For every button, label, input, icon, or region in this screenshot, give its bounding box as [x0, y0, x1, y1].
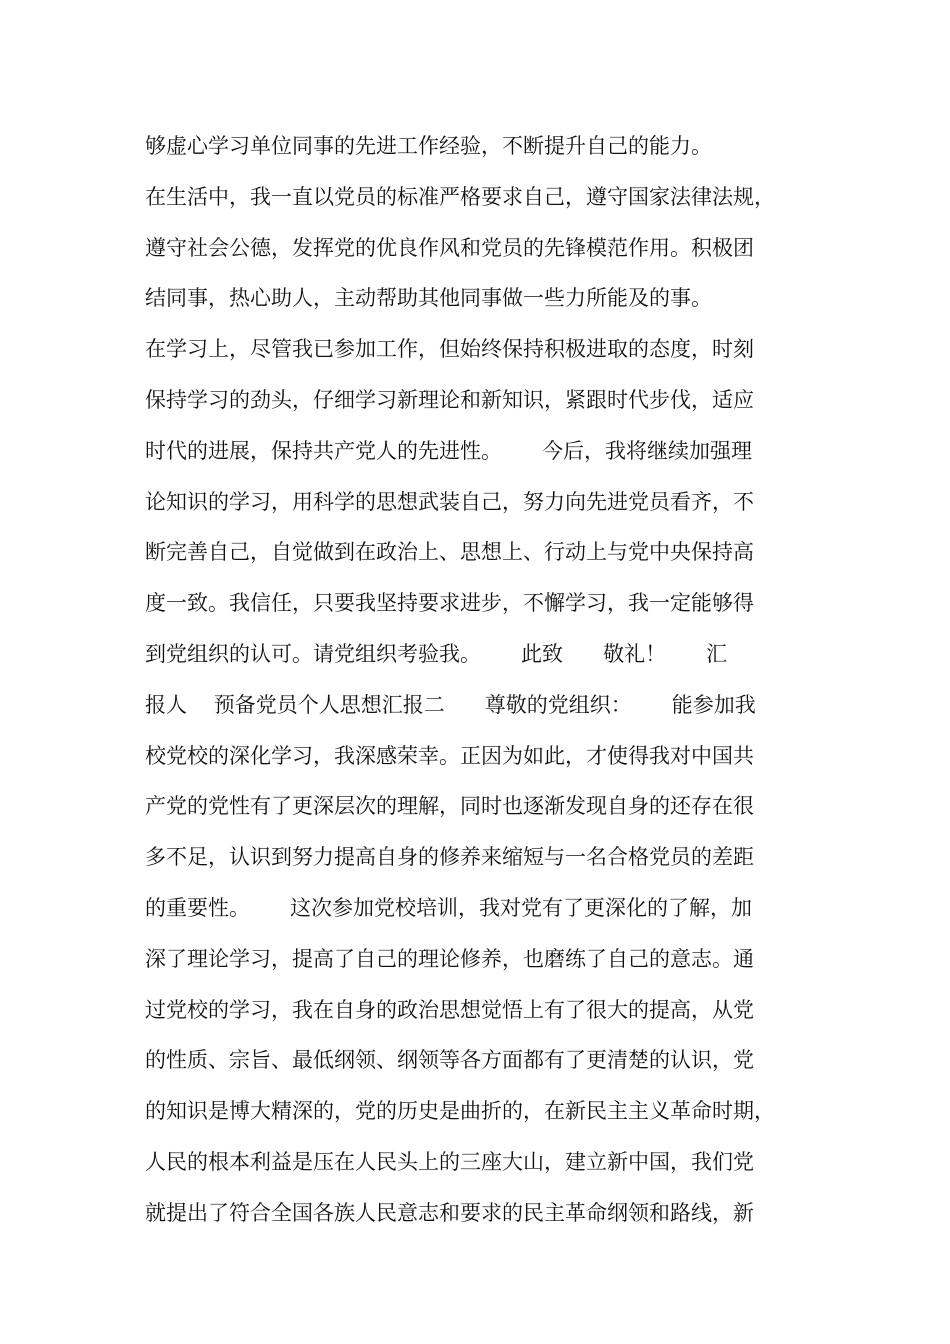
text-line: 多不足，认识到努力提高自身的修养来缩短与一名合格党员的差距: [145, 845, 754, 870]
text-line: 度一致。我信任，只要我坚持要求进步，不懈学习，我一定能够得: [145, 591, 754, 616]
text-line: 论知识的学习，用科学的思想武装自己，努力向先进党员看齐，不: [145, 489, 754, 514]
text-line: 够虚心学习单位同事的先进工作经验，不断提升自己的能力。: [145, 134, 712, 158]
text-line: 时代的进展，保持共产党人的先进性。 今后，我将继续加强理: [145, 438, 753, 463]
text-line: 断完善自己，自觉做到在政治上、思想上、行动上与党中央保持高: [145, 540, 754, 565]
text-line: 产党的党性有了更深层次的理解，同时也逐渐发现自身的还存在很: [145, 794, 754, 819]
text-line: 的重要性。 这次参加党校培训，我对党有了更深化的了解，加: [145, 895, 753, 920]
text-line: 遵守社会公德，发挥党的优良作风和党员的先锋模范作用。积极团: [145, 235, 754, 260]
text-line: 保持学习的劲头，仔细学习新理论和新知识，紧跟时代步伐，适应: [145, 387, 754, 412]
text-line: 人民的根本利益是压在人民头上的三座大山，建立新中国，我们党: [145, 1149, 754, 1174]
body-text: [145, 126, 815, 1244]
text-line: 到党组织的认可。请党组织考验我。 此致 敬礼！ 汇: [145, 641, 728, 666]
text-line: 过党校的学习，我在自身的政治思想觉悟上有了很大的提高，从党: [145, 997, 754, 1022]
text-line: 的知识是博大精深的，党的历史是曲折的，在新民主主义革命时期，: [145, 1099, 775, 1124]
text-line: 在学习上，尽管我已参加工作，但始终保持积极进取的态度，时刻: [145, 337, 754, 362]
text-line: 就提出了符合全国各族人民意志和要求的民主革命纲领和路线，新: [145, 1200, 754, 1225]
text-line: 校党校的深化学习，我深感荣幸。正因为如此，才使得我对中国共: [145, 743, 754, 768]
text-line: 结同事，热心助人，主动帮助其他同事做一些力所能及的事。: [145, 286, 712, 311]
text-line: 在生活中，我一直以党员的标准严格要求自己，遵守国家法律法规，: [145, 184, 775, 209]
text-line: 的性质、宗旨、最低纲领、纲领等各方面都有了更清楚的认识，党: [145, 1048, 754, 1073]
text-line: 报人 预备党员个人思想汇报二 尊敬的党组织： 能参加我: [145, 692, 756, 717]
text-line: 深了理论学习，提高了自己的理论修养，也磨练了自己的意志。通: [145, 946, 754, 971]
